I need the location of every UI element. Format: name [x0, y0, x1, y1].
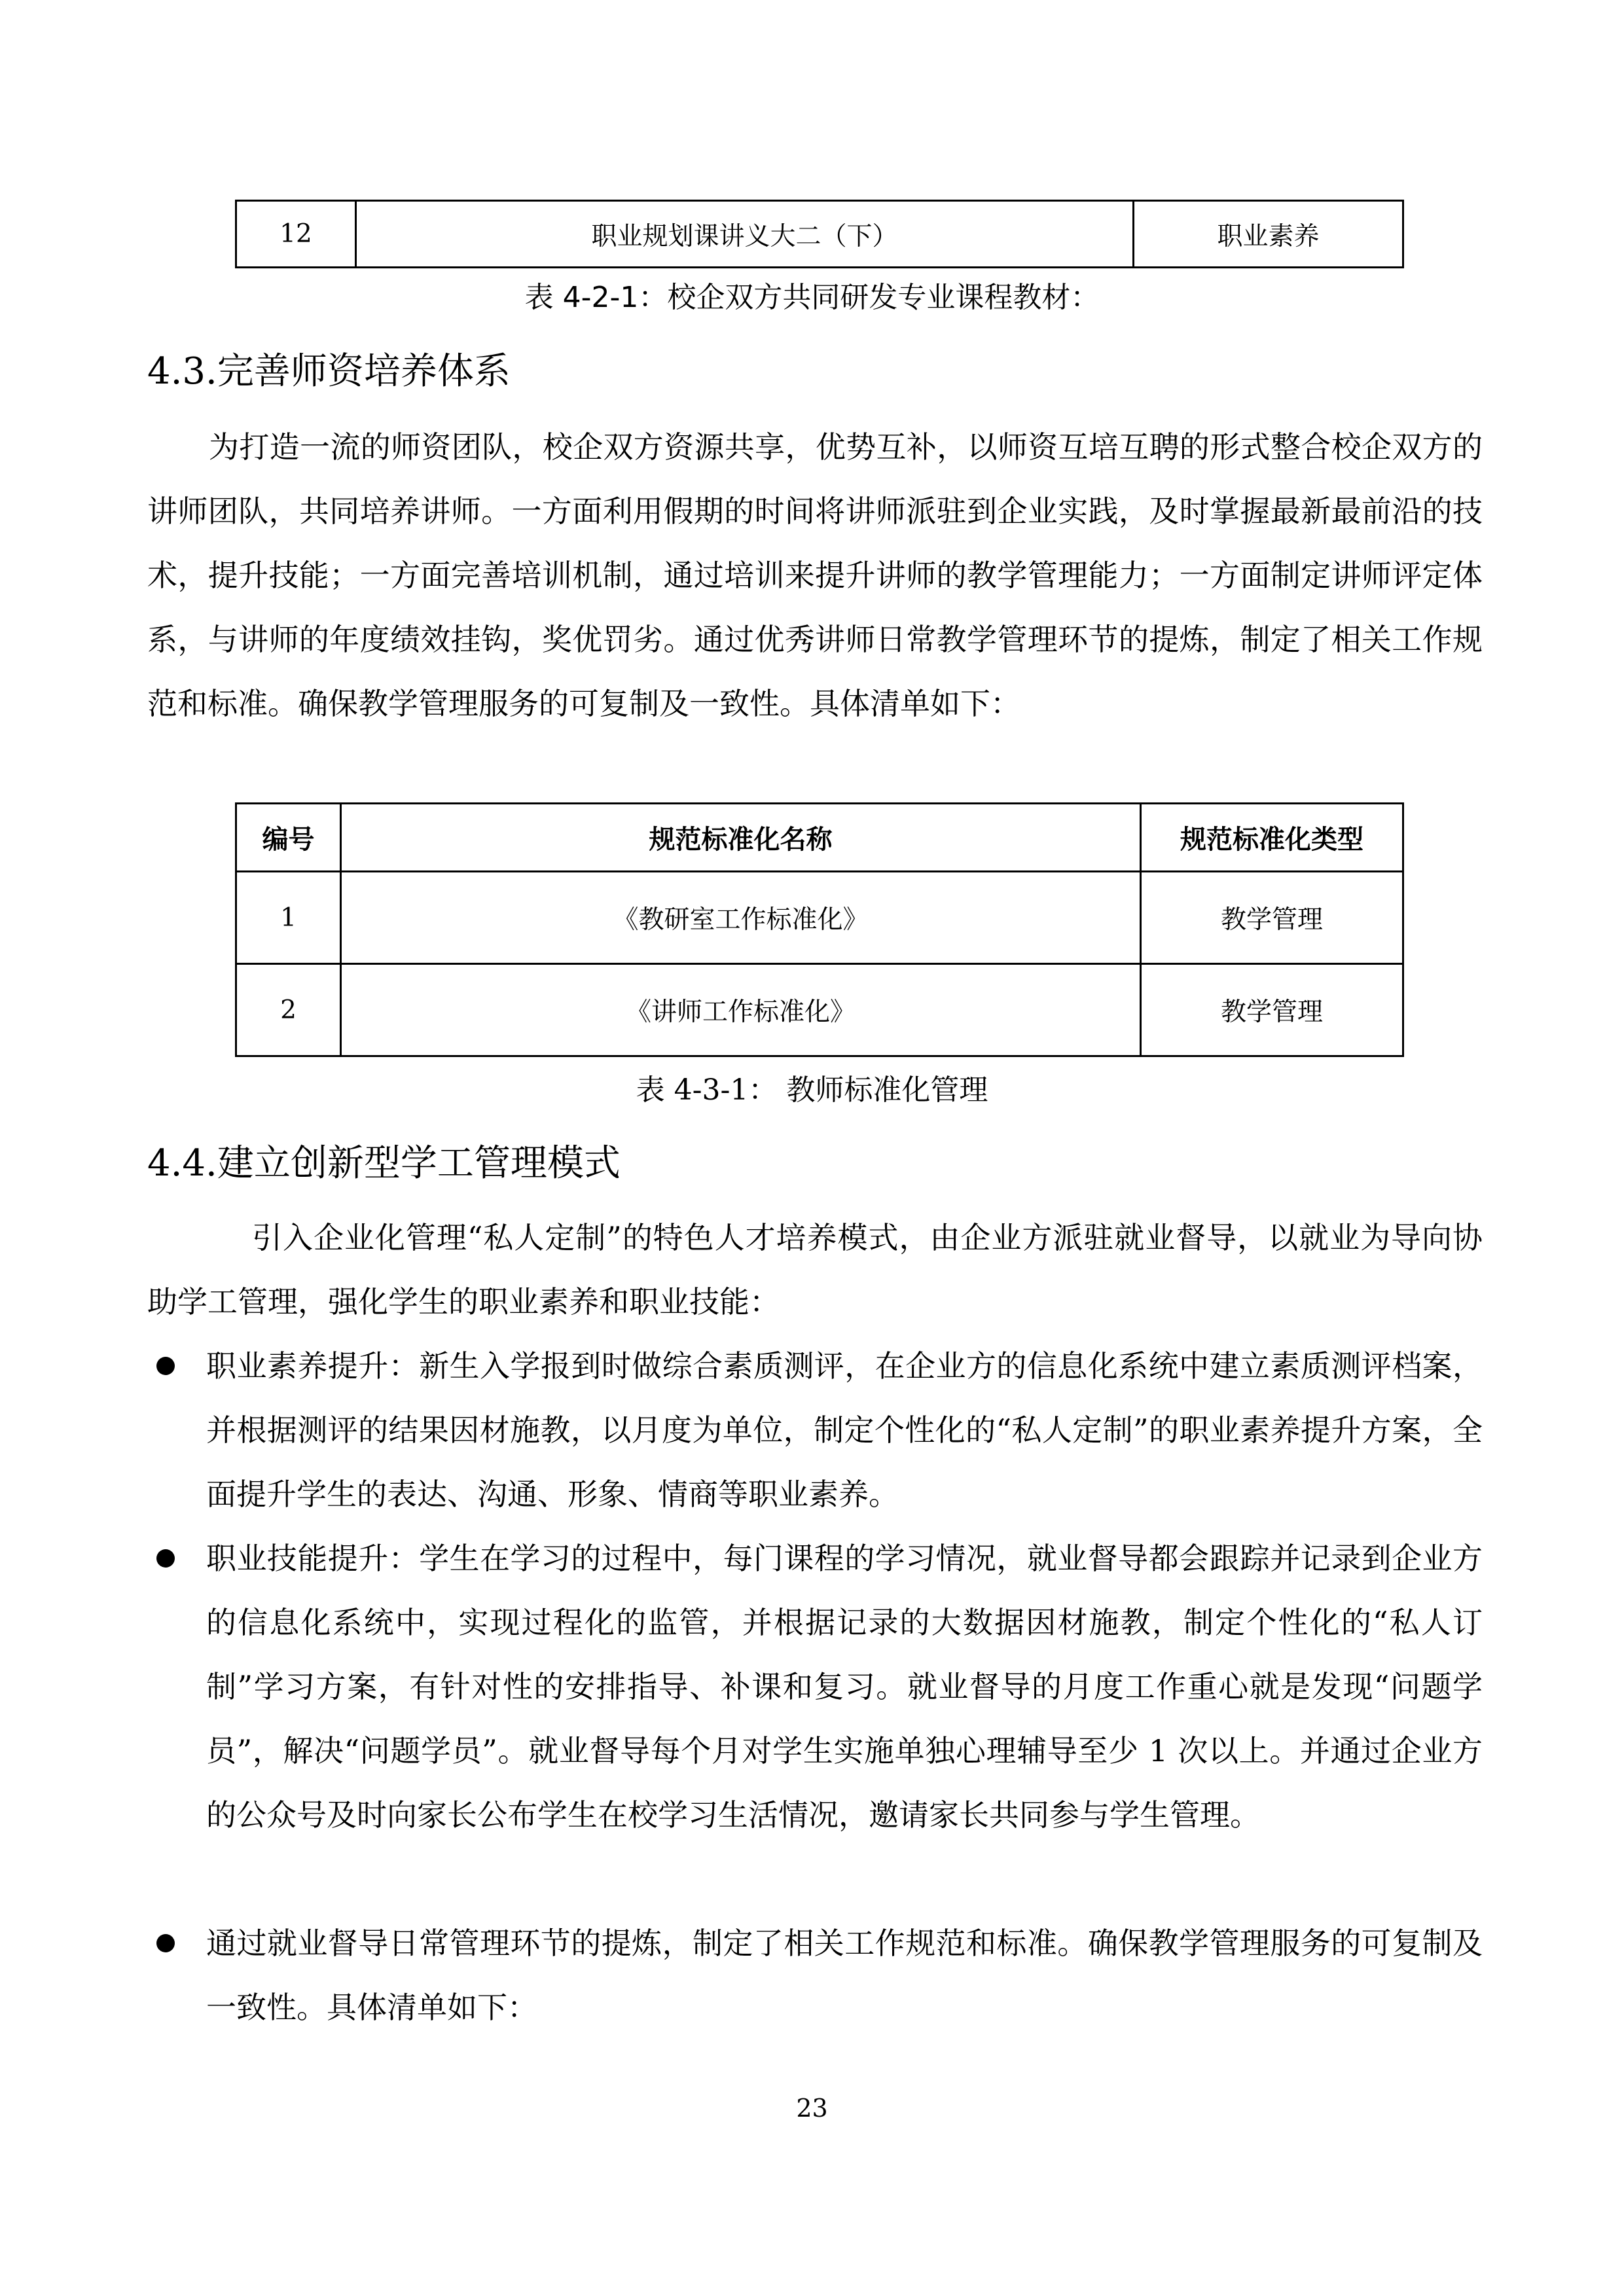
table-cell-name: 《教研室工作标准化》 [341, 872, 1141, 964]
section-paragraph-4-4: 引入企业化管理“私人定制”的特色人才培养模式，由企业方派驻就业督导，以就业为导向协助学工管理，强化学生的职业素养和职业技能： [147, 1220, 1483, 1319]
table-cell-name: 《讲师工作标准化》 [341, 964, 1141, 1056]
table-cell-type: 职业素养 [1134, 201, 1403, 268]
bullet-icon [156, 1934, 175, 1952]
table-cell-no: 12 [236, 201, 356, 268]
table-caption-4-3-1: 表 4-3-1： 教师标准化管理 [636, 1073, 988, 1107]
table-header-row [236, 804, 1403, 872]
table-row [236, 964, 1403, 1056]
teacher-standards-table [235, 802, 1404, 1057]
bullet-text: 职业技能提升：学生在学习的过程中，每门课程的学习情况，就业督导都会跟踪并记录到企业方的信息化系统中，实现过程化的监管，并根据记录的大数据因材施教，制定个性化的“私人订制”学习方案，有针对性的安排指导、补课和复习。就业督导的月度工作重心就是发现“问题学员”，解决“问题学员”。就业督导每个月对学生实施单独心理辅导至少 1 次以上。并通过企业方的公众号及时向家长公布学生在校学习生活情况，邀请家长共同参与学生管理。 [206, 1541, 1483, 1833]
bullet-text: 职业素养提升：新生入学报到时做综合素质测评，在企业方的信息化系统中建立素质测评档案，并根据测评的结果因材施教，以月度为单位，制定个性化的“私人定制”的职业素养提升方案，全面提升学生的表达、沟通、形象、情商等职业素养。 [206, 1348, 1483, 1512]
section-paragraph-4-3: 为打造一流的师资团队，校企双方资源共享，优势互补，以师资互培互聘的形式整合校企双方的讲师团队，共同培养讲师。一方面利用假期的时间将讲师派驻到企业实践，及时掌握最新最前沿的技术，提升技能；一方面完善培训机制，通过培训来提升讲师的教学管理能力；一方面制定讲师评定体系，与讲师的年度绩效挂钩，奖优罚劣。通过优秀讲师日常教学管理环节的提炼，制定了相关工作规范和标准。确保教学管理服务的可复制及一致性。具体清单如下： [147, 429, 1483, 721]
table-cell-type: 教学管理 [1141, 964, 1403, 1056]
section-heading-4-4: 4.4.建立创新型学工管理模式 [147, 1142, 621, 1185]
section-heading-4-3: 4.3.完善师资培养体系 [147, 350, 511, 393]
bullet-icon [156, 1357, 175, 1375]
table-cell-type: 教学管理 [1141, 872, 1403, 964]
table-cell-no: 1 [236, 872, 341, 964]
bullet-text: 通过就业督导日常管理环节的提炼，制定了相关工作规范和标准。确保教学管理服务的可复制及一致性。具体清单如下： [206, 1926, 1483, 2025]
table-row [236, 201, 1403, 268]
table-row [236, 872, 1403, 964]
page-number: 23 [796, 2094, 828, 2123]
header-no: 编号 [236, 804, 341, 872]
bullet-icon [156, 1549, 175, 1568]
table-cell-no: 2 [236, 964, 341, 1056]
table-caption-4-2-1: 表 4-2-1：校企双方共同研发专业课程教材： [524, 281, 1100, 314]
header-name: 规范标准化名称 [341, 804, 1141, 872]
header-type: 规范标准化类型 [1141, 804, 1403, 872]
course-materials-table [235, 200, 1404, 268]
table-cell-name: 职业规划课讲义大二（下） [356, 201, 1134, 268]
